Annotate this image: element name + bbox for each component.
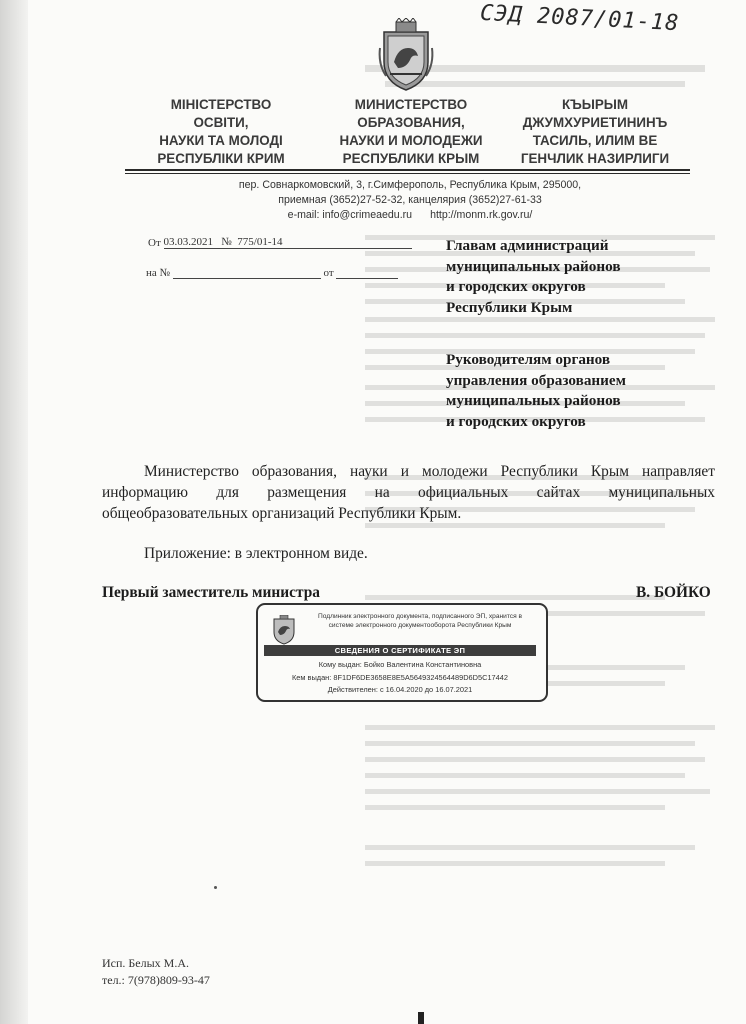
signatory-name: В. БОЙКО [636,584,711,601]
addressee-line: управления образованием [446,371,627,389]
stamp-note-line: системе электронного документооборота Республики Крым [328,622,512,629]
website-text: http://monm.rk.gov.ru/ [430,209,533,221]
scan-edge-mark [418,1012,424,1024]
registration-handwritten-mark: СЭД 2087/01-18 [479,0,680,37]
header-line: КЪЫРЫМ [561,97,629,112]
header-line: ДЖУМХУРИЕТИНИНЪ [522,115,668,130]
addressee-line: и городских округов [446,278,586,295]
scan-speck [214,886,217,889]
letter-body [102,461,715,524]
addressee-line: и городских округов [446,412,586,430]
header-divider [125,169,690,171]
header-line: ОБРАЗОВАНИЯ, [357,115,465,130]
addressee-line: муниципальных районов [446,392,621,409]
addressee-line: Республики Крым [446,298,573,316]
executor-phone: тел.: 7(978)809-93-47 [102,973,210,987]
addressee-line: муниципальных районов [446,257,621,275]
addressee-heads-of-administrations [446,236,621,318]
address-line: пер. Совнаркомовский, 3, г.Симферополь, Республика Крым, 295000, [238,179,582,191]
incoming-number-blank [173,266,321,279]
reference-underline [164,236,412,249]
stamp-heading: СВЕДЕНИЯ О СЕРТИФИКАТЕ ЭП [264,645,536,656]
reference-number: 775/01-14 [237,236,283,248]
letter-body-text: Министерство образования, науки и молодежи Республики Крым направляет информацию для размещения на официальных сайтах муниципальных общеобразовательных организаций Республики Крым. [102,463,715,522]
header-line: ТАСИЛЬ, ИЛИМ ВЕ [532,133,658,148]
reference-date: 03.03.2021 [163,236,214,248]
addressee-education-heads [446,350,626,432]
executor-name: Исп. Белых М.А. [102,956,190,970]
header-line: МІНІСТЕРСТВО [170,97,272,112]
ministry-contacts [200,178,620,223]
header-line: НАУКИ И МОЛОДЕЖИ [339,133,483,148]
phones-line: приемная (3652)27-52-32, канцелярия (3652)27-61-33 [278,194,542,206]
signatory-title: Первый заместитель министра [102,584,320,601]
attachment-note: Приложение: в электронном виде. [144,545,368,562]
incoming-date-blank [336,266,398,279]
on-number-label: на № [146,267,171,279]
from-label: От [148,237,161,249]
email-site-line [200,208,620,223]
ministry-name-crimean-tatar [500,96,690,168]
header-line: РЕСПУБЛІКИ КРИМ [157,151,285,166]
stamp-emblem-icon [272,615,296,645]
electronic-signature-stamp [256,603,548,702]
addressee-line: Главам администраций [446,237,609,254]
ministry-name-russian [316,96,506,168]
incoming-reference [146,266,398,279]
certificate-validity: Действителен: с 16.04.2020 до 16.07.2021 [327,685,473,694]
certificate-owner: Кому выдан: Бойко Валентина Константиновна [318,660,482,669]
ministry-name-ukrainian [126,96,316,168]
stamp-note-line: Подлинник электронного документа, подписанного ЭП, хранится в [317,613,522,620]
certificate-details [264,659,536,697]
outgoing-reference [148,236,412,249]
executor-info [102,955,210,989]
stamp-note [304,612,536,630]
header-line: РЕСПУБЛИКИ КРЫМ [342,151,480,166]
number-label: № [221,236,232,248]
header-line: ОСВІТИ, [193,115,249,130]
header-line: НАУКИ ТА МОЛОДІ [159,133,283,148]
coat-of-arms-icon [376,18,436,92]
certificate-serial: Кем выдан: 8F1DF6DE3658E8E5A5649324564489D6D5C17442 [291,672,509,682]
incoming-from-label: от [323,267,334,279]
header-divider-thin [125,173,690,174]
email-text: e-mail: info@crimeaedu.ru [287,209,413,221]
addressee-line: Руководителям органов [446,351,611,368]
header-line: ГЕНЧЛИК НАЗИРЛИГИ [520,151,670,166]
scan-edge-shadow [0,0,28,1024]
header-line: МИНИСТЕРСТВО [354,97,468,112]
